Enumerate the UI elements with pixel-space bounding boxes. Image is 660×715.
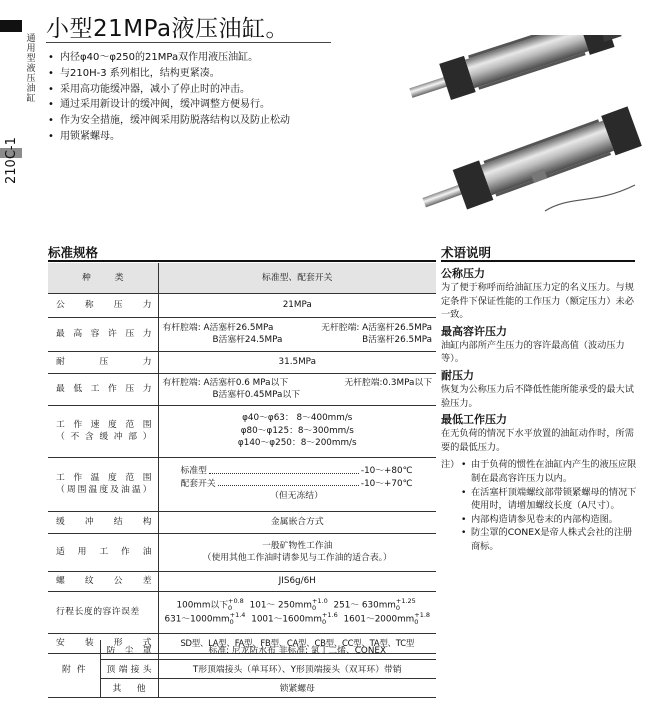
row-value: SD型、LA型、FA型、FB型、CA型、CB型、CC型、TA型、TC型 (158, 633, 436, 653)
tol-lower: 0 (229, 618, 234, 626)
tolerance-line (165, 612, 435, 626)
tolerance-line (165, 598, 435, 612)
label-line: 工作温度范围 (56, 473, 152, 483)
range-text: 251～ 630mm (333, 600, 396, 611)
label-line: （周围温度及油温） (56, 485, 152, 495)
feature-list (48, 50, 348, 145)
spec-table (48, 263, 436, 654)
row-label: 行程长度的容许误差 (48, 591, 158, 633)
row-label: 最低工作压力 (48, 373, 158, 405)
tol-lower: 0 (321, 618, 327, 626)
glossary-term: 公称压力 (441, 267, 485, 280)
range-text: 1601～2000mm (343, 614, 415, 625)
value-line: （使用其他工作油时请参见与工作油的适合表。） (202, 553, 392, 563)
feature-item: • 作为安全措施，缓冲阀采用防脱落结构以及防止松动 (48, 113, 348, 129)
row-label: 附件 (48, 640, 100, 697)
note-item (441, 486, 637, 513)
category-char: 型 (26, 54, 36, 64)
table-row (48, 373, 436, 405)
row-value (158, 533, 436, 571)
range-text: 631～1000mm (164, 614, 230, 625)
category-char: 油 (26, 84, 36, 94)
tol-upper: +1.25 (395, 597, 416, 605)
table-row (48, 678, 436, 697)
label-line: 工作速度范围 (56, 420, 152, 430)
range-text: 100mm以下 (176, 600, 229, 611)
tol-upper: +1.8 (414, 611, 431, 619)
value-line: -10～+70℃ (360, 478, 413, 489)
bullet-icon: • (461, 486, 467, 498)
glossary-definition: 在无负荷的情况下水平放置的油缸动作时，所需要的最低压力。 (441, 428, 634, 453)
row-value: 标准: 尼龙防水布 非标准: 氯丁二烯、CONEX (158, 640, 436, 659)
tol-lower: 0 (228, 604, 233, 612)
glossary-definition: 油缸内部所产生压力的容许最高值（波动压力等）。 (441, 339, 625, 365)
glossary-term: 耐压力 (441, 368, 474, 382)
tol-lower: 0 (414, 618, 419, 626)
glossary-term: 最高容许压力 (441, 324, 507, 338)
table-row (48, 457, 436, 511)
row-value (158, 591, 436, 633)
value-line: 标准型 (180, 466, 207, 477)
bullet-icon: • (461, 527, 467, 539)
table-row (48, 511, 436, 533)
value-line: B活塞杆26.5MPa (362, 335, 432, 345)
category-char: 压 (26, 74, 36, 84)
glossary-definition: 恢复为公称压力后不降低性能所能承受的最大试验压力。 (441, 383, 634, 409)
feature-item: • 采用高功能缓冲器，减小了停止时的冲击。 (48, 82, 348, 98)
value-line: φ80～φ125：8～300mm/s (240, 425, 354, 436)
note-text: 在活塞杆顶端螺纹部带锁紧螺母的情况下使用时，请增加螺纹长度（A尺寸）。 (471, 486, 637, 512)
row-label: 最高容许压力 (48, 317, 158, 351)
table-row (48, 533, 436, 571)
note-item (441, 458, 637, 485)
tol-upper: +0.8 (228, 597, 244, 605)
note-item (441, 513, 637, 527)
page-code: 210C-1 (4, 137, 19, 184)
sub-label: 防尘罩 (100, 640, 158, 659)
glossary-title: 术语说明 (441, 245, 492, 260)
glossary (441, 264, 637, 554)
row-value (158, 457, 436, 511)
note-item (441, 526, 637, 553)
value-line: 无杆腔端: A活塞杆26.5MPa (321, 322, 432, 333)
category-label (24, 34, 38, 104)
glossary-divider (441, 260, 635, 262)
category-char: 缸 (26, 94, 36, 104)
table-row (48, 317, 436, 351)
range-text: 101～ 250mm (249, 600, 312, 611)
row-label: 公称压力 (48, 293, 158, 317)
table-row (48, 659, 436, 678)
table-header-row (48, 263, 436, 293)
cylinder-1 (405, 35, 624, 111)
table-row (48, 640, 436, 659)
feature-item-continued: • 用锁紧螺母。 (48, 129, 348, 145)
accessories-table (48, 640, 436, 698)
row-value: JIS6g/6H (158, 571, 436, 591)
row-value: 31.5MPa (158, 351, 436, 373)
row-value: 锁紧螺母 (158, 678, 436, 697)
row-label: 安装形式 (48, 633, 158, 653)
spec-divider (48, 260, 436, 262)
tol-lower: 0 (395, 604, 401, 612)
row-label: 适用工作油 (48, 533, 158, 571)
value-line: 配套开关 (180, 478, 216, 489)
row-label (48, 457, 158, 511)
glossary-definition: 为了便于称呼而给油缸压力定的名义压力。与规定条件下保证性能的工作压力（额定压力）未必一致。 (441, 282, 634, 321)
label-line: （不含缓冲部） (56, 432, 152, 442)
note-label: 注） (441, 459, 460, 471)
value-line: φ40～φ63： 8～400mm/s (242, 413, 353, 424)
tol-upper: +1.0 (311, 597, 328, 605)
title-divider (46, 42, 331, 43)
spec-section-title: 标准规格 (48, 245, 99, 260)
product-photo (395, 35, 660, 220)
row-value: T形顶端接头（单耳环）、Y形顶端接头（双耳环）带销 (158, 659, 436, 678)
row-label: 螺纹公差 (48, 571, 158, 591)
value-line: （但无冻结） (270, 491, 323, 502)
feature-item: • 与210H-3 系列相比，结构更紧凑。 (48, 66, 348, 82)
value-line: -10～+80℃ (360, 466, 413, 477)
range-text: 1001～1600mm (251, 614, 322, 625)
section-tab-marker (0, 20, 22, 32)
table-header-value: 标准型、配套开关 (158, 263, 436, 293)
tol-upper: +1.6 (321, 611, 338, 619)
tol-lower: 0 (311, 604, 317, 612)
table-header-label: 种 类 (48, 263, 158, 293)
tol-upper: +1.4 (229, 611, 246, 619)
category-char: 通 (26, 34, 36, 44)
table-row (48, 591, 436, 633)
value-line: B活塞杆0.45MPa以下 (212, 390, 300, 400)
bullet-icon: • (461, 459, 467, 471)
table-row (48, 571, 436, 591)
row-value: 21MPa (158, 293, 436, 317)
row-label: 耐压力 (48, 351, 158, 373)
table-row (48, 293, 436, 317)
note-text: 防尘罩的CONEX是帝人株式会社的注册商标。 (471, 527, 633, 552)
row-label: 缓冲结构 (48, 511, 158, 533)
value-line: 有杆腔端: A活塞杆26.5MPa (162, 322, 274, 333)
row-value: 金属嵌合方式 (158, 511, 436, 533)
table-row (48, 351, 436, 373)
value-line: B活塞杆24.5MPa (212, 335, 283, 345)
glossary-term: 最低工作压力 (441, 413, 507, 427)
row-label (48, 405, 158, 457)
category-char: 液 (26, 64, 36, 74)
cylinder-2 (417, 106, 642, 220)
row-value (158, 373, 436, 405)
row-value (158, 405, 436, 457)
value-line: 无杆腔端:0.3MPa以下 (344, 377, 432, 388)
value-line: 一般矿物性工作油 (262, 540, 333, 551)
note-text: 内部构造请参见卷末的内部构造图。 (471, 513, 618, 525)
notes (441, 458, 637, 553)
category-char: 用 (26, 44, 36, 54)
bullet-icon: • (461, 513, 467, 525)
value-line: φ140～φ250：8～200mm/s (237, 438, 357, 449)
row-value (158, 317, 436, 351)
feature-item: • 通过采用新设计的缓冲阀，缓冲调整方便易行。 (48, 97, 348, 113)
feature-item: • 内径φ40～φ250的21MPa双作用液压油缸。 (48, 50, 348, 66)
table-row (48, 405, 436, 457)
page-title: 小型21MPa液压油缸。 (46, 16, 290, 42)
note-text: 由于负荷的惯性在油缸内产生的液压应限制在最高容许压力以内。 (471, 459, 637, 484)
sub-label: 顶端接头 (100, 659, 158, 678)
sub-label: 其他 (100, 678, 158, 697)
value-line: 有杆腔端: A活塞杆0.6 MPa以下 (162, 377, 289, 388)
